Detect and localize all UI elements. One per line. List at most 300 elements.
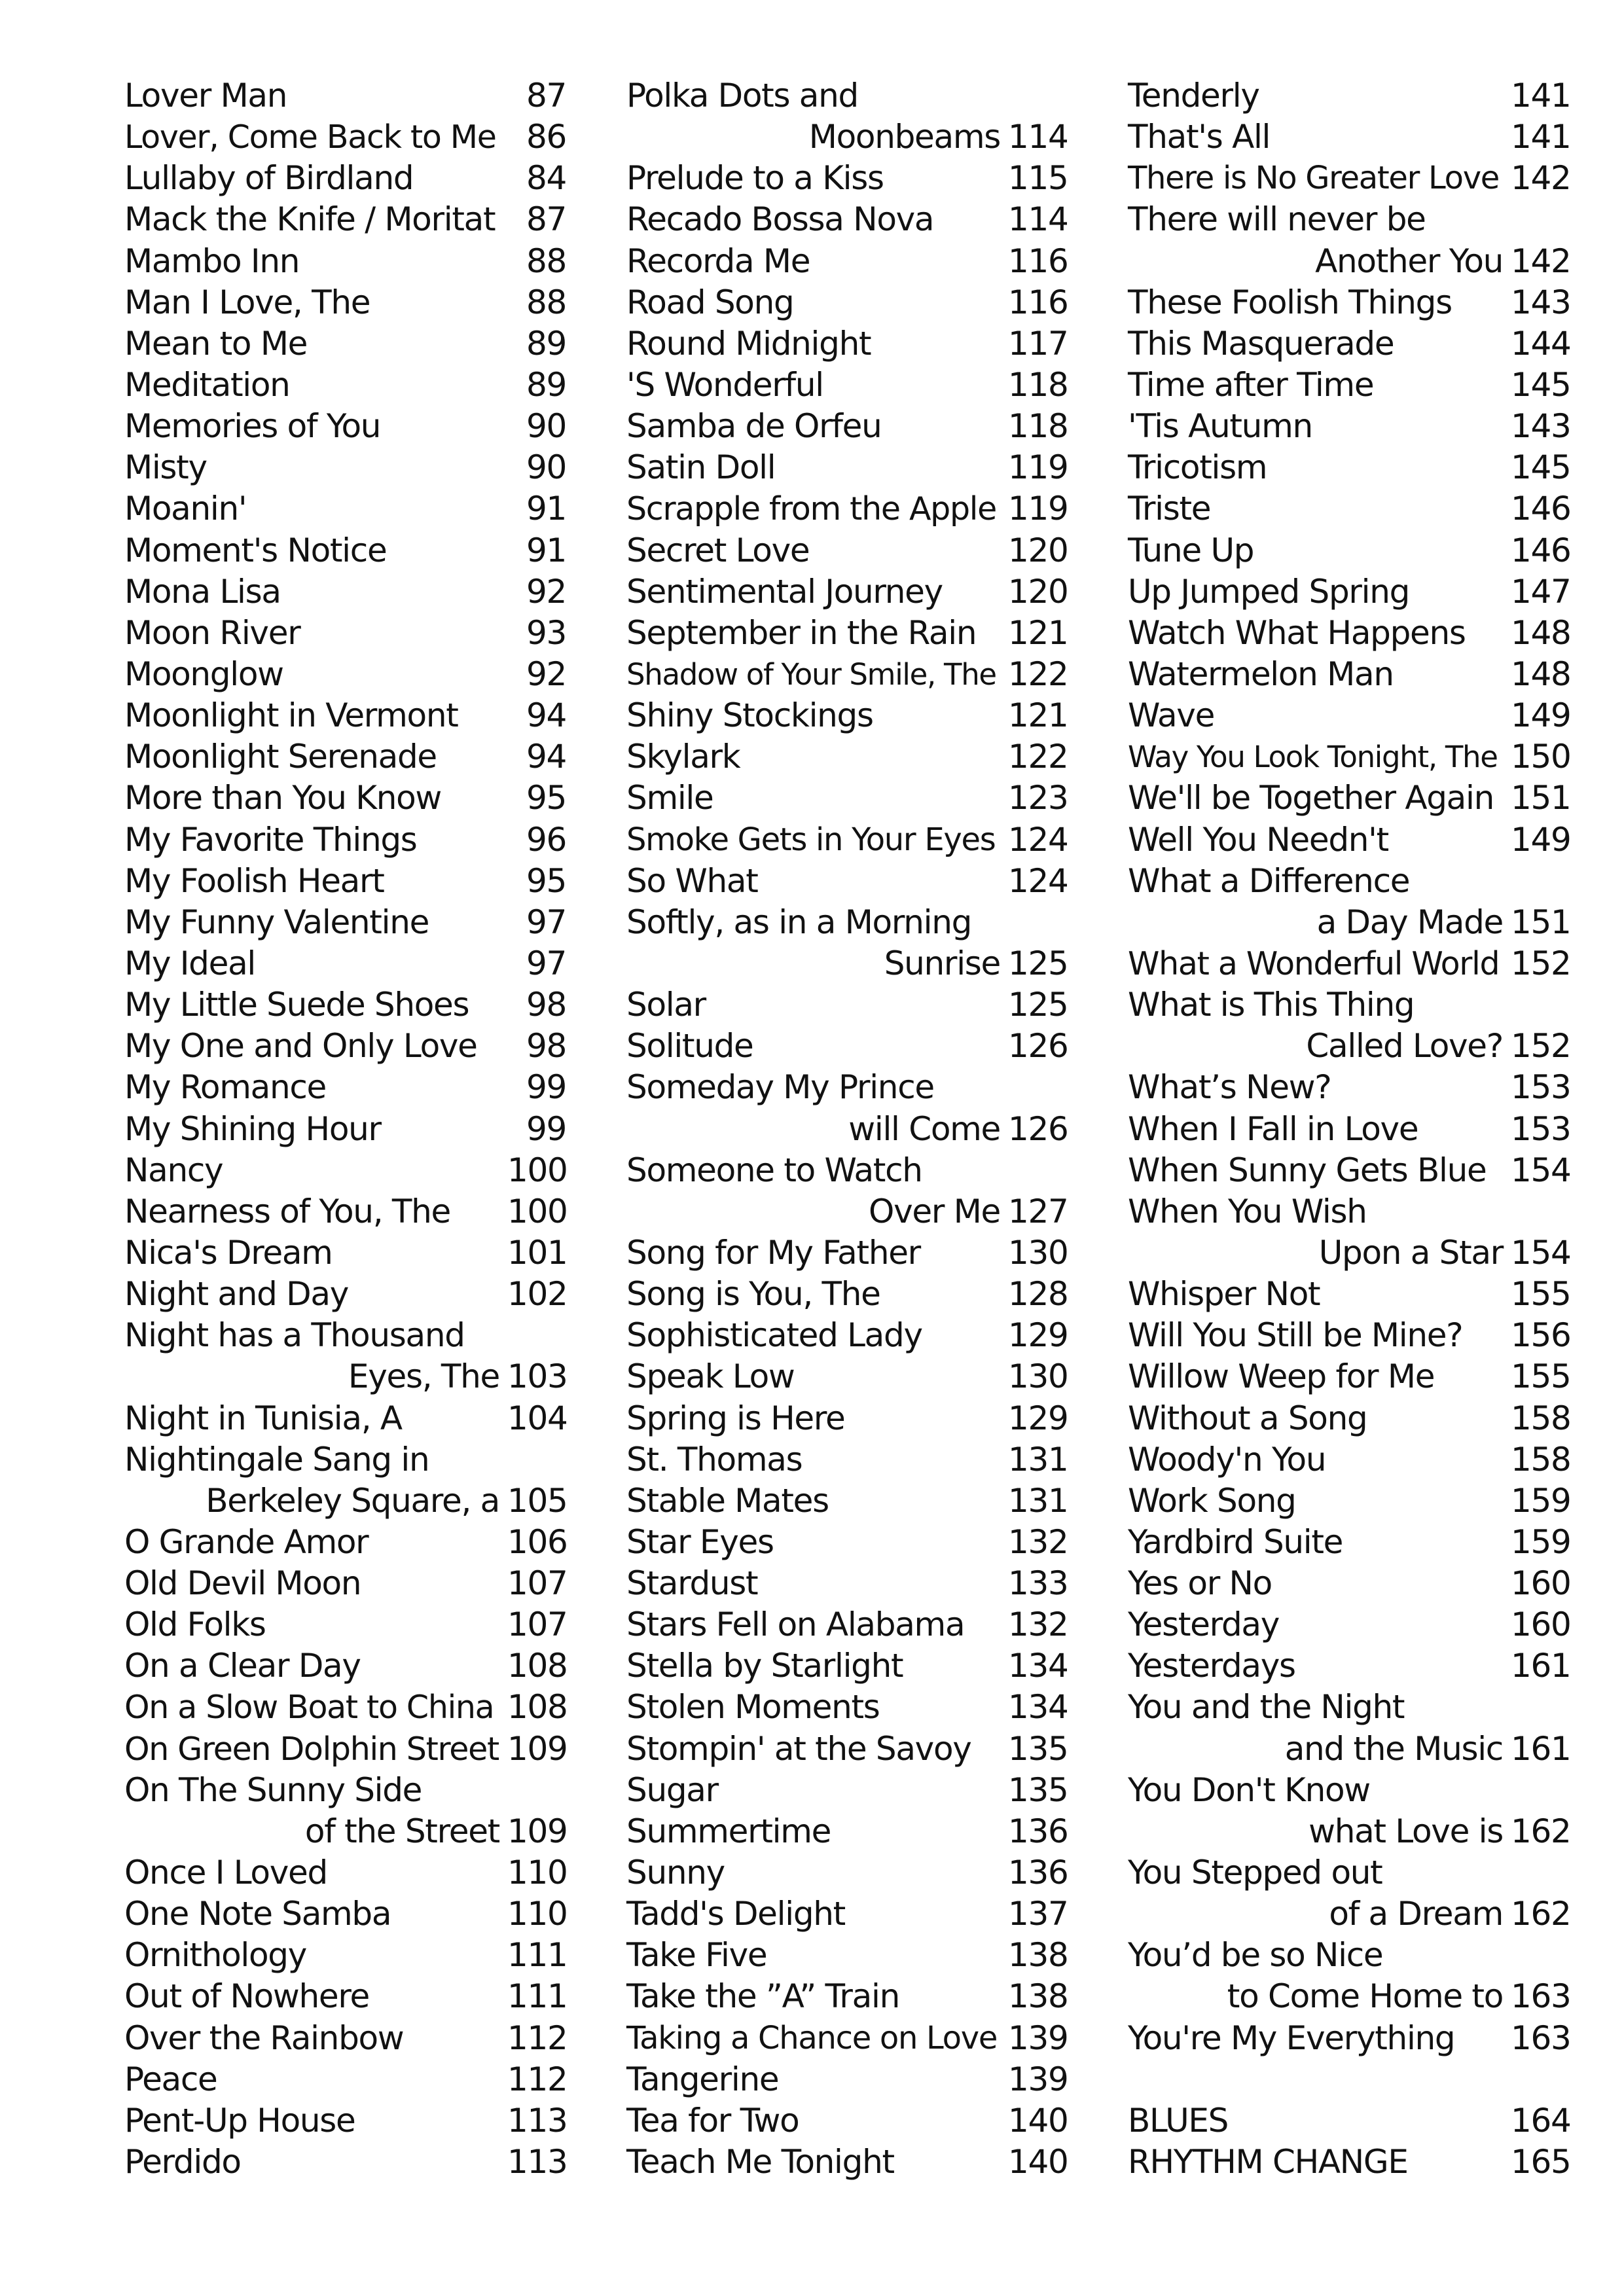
song-title: So What <box>626 861 758 900</box>
page-number: 110 <box>507 1854 568 1892</box>
song-title: Pent-Up House <box>124 2101 355 2140</box>
page-number: 127 <box>1008 1192 1068 1230</box>
page-number: 122 <box>1008 655 1068 693</box>
song-title: On a Slow Boat to China <box>124 1689 494 1727</box>
page-number: 118 <box>1008 365 1068 404</box>
index-entry <box>1128 819 1570 861</box>
page-number: 148 <box>1511 655 1571 693</box>
song-title: More than You Know <box>124 779 441 817</box>
song-title: Moonglow <box>124 655 283 693</box>
index-entry-continuation <box>1128 241 1570 282</box>
index-entry <box>124 2100 566 2142</box>
page-number: 111 <box>507 1936 568 1975</box>
index-entry <box>626 406 1067 447</box>
index-entry <box>1128 282 1570 323</box>
index-entry <box>1128 613 1570 654</box>
song-title: Over Me <box>869 1192 1000 1230</box>
song-title: Willow Weep for Me <box>1128 1357 1435 1396</box>
page-number: 116 <box>1008 283 1068 321</box>
page-number: 148 <box>1511 613 1571 652</box>
page-number: 84 <box>526 159 566 198</box>
index-entry <box>626 902 1067 943</box>
page-number: 89 <box>526 365 566 404</box>
index-entry <box>626 819 1067 861</box>
song-title: On a Clear Day <box>124 1647 361 1685</box>
song-title: Moon River <box>124 613 300 652</box>
song-title: Moonlight Serenade <box>124 738 437 776</box>
song-title: Eyes, The <box>348 1357 499 1396</box>
index-entry <box>124 1563 566 1604</box>
song-title: Song for My Father <box>626 1233 920 1272</box>
page-number: 92 <box>526 572 566 611</box>
index-entry <box>626 1522 1067 1563</box>
index-entry <box>1128 488 1570 529</box>
index-entry <box>1128 365 1570 406</box>
index-entry-continuation <box>124 1811 566 1852</box>
song-title: Yesterdays <box>1128 1647 1295 1685</box>
index-entry <box>1128 654 1570 695</box>
page-number: 100 <box>507 1151 568 1189</box>
index-entry <box>626 1893 1067 1935</box>
song-title: Stardust <box>626 1564 758 1603</box>
index-entry <box>124 1398 566 1439</box>
index-entry <box>124 1687 566 1728</box>
index-entry <box>1128 1480 1570 1522</box>
index-entry <box>124 1315 566 1356</box>
index-entry <box>626 1729 1067 1770</box>
index-entry <box>626 1067 1067 1108</box>
page-number: 151 <box>1511 779 1571 817</box>
index-entry <box>124 158 566 199</box>
index-entry <box>626 530 1067 571</box>
index-entry <box>124 984 566 1026</box>
song-title: a Day Made <box>1316 903 1503 941</box>
song-title: Star Eyes <box>626 1522 774 1561</box>
index-entry <box>626 1398 1067 1439</box>
song-title: Satin Doll <box>626 448 776 487</box>
song-title: Upon a Star <box>1318 1233 1503 1272</box>
page-number: 160 <box>1511 1564 1571 1603</box>
page-number: 125 <box>1008 944 1068 982</box>
song-title: Yardbird Suite <box>1128 1522 1343 1561</box>
song-title: Tune Up <box>1128 531 1254 569</box>
page-number: 144 <box>1511 324 1571 363</box>
index-entry <box>1128 1150 1570 1191</box>
index-entry-continuation <box>626 943 1067 984</box>
song-title: Someday My Prince <box>626 1068 934 1107</box>
song-title: Woody'n You <box>1128 1440 1326 1479</box>
song-title: Solitude <box>626 1027 753 1066</box>
page-number: 119 <box>1008 490 1068 528</box>
song-title: Tenderly <box>1128 77 1259 115</box>
song-title: Scrapple from the Apple <box>626 490 996 528</box>
index-column-3 <box>1128 75 1570 2183</box>
page-number: 132 <box>1008 1522 1068 1561</box>
index-entry <box>626 75 1067 117</box>
page-number: 139 <box>1008 2018 1068 2057</box>
page-number: 116 <box>1008 242 1068 280</box>
page-number: 152 <box>1511 944 1571 982</box>
song-title: Yes or No <box>1128 1564 1272 1603</box>
page-number: 91 <box>526 531 566 569</box>
index-entry-continuation <box>1128 1026 1570 1067</box>
index-entry <box>626 1645 1067 1687</box>
song-title: Night has a Thousand <box>124 1316 465 1355</box>
song-title: Stella by Starlight <box>626 1647 903 1685</box>
song-title: My Ideal <box>124 944 256 982</box>
song-title: Mack the Knife / Moritat <box>124 200 496 239</box>
page-number: 87 <box>526 200 566 239</box>
page-number: 141 <box>1511 118 1571 156</box>
index-entry <box>124 1893 566 1935</box>
song-title: O Grande Amor <box>124 1522 369 1561</box>
index-entry <box>626 1604 1067 1645</box>
index-entry <box>1128 695 1570 736</box>
page-number: 95 <box>526 779 566 817</box>
page-number: 145 <box>1511 365 1571 404</box>
song-title: 'S Wonderful <box>626 365 823 404</box>
index-entry <box>1128 447 1570 488</box>
index-entry <box>124 2018 566 2059</box>
index-entry <box>626 1811 1067 1852</box>
song-title: Smile <box>626 779 713 817</box>
index-entry <box>1128 406 1570 447</box>
page-number: 120 <box>1008 531 1068 569</box>
index-entry <box>626 1232 1067 1274</box>
page-number: 143 <box>1511 407 1571 446</box>
song-title: Polka Dots and <box>626 77 858 115</box>
index-column-2 <box>626 75 1067 2183</box>
song-title: There will never be <box>1128 200 1426 239</box>
index-entry <box>124 1770 566 1811</box>
index-entry <box>124 199 566 240</box>
index-entry <box>626 571 1067 613</box>
index-entry <box>124 1935 566 1976</box>
index-entry <box>1128 1645 1570 1687</box>
song-title: Recorda Me <box>626 242 810 280</box>
page-number: 110 <box>507 1895 568 1933</box>
index-entry <box>626 1935 1067 1976</box>
index-entry <box>1128 1398 1570 1439</box>
page-number: 162 <box>1511 1812 1571 1850</box>
index-entry <box>124 1274 566 1315</box>
page-number: 114 <box>1008 118 1068 156</box>
index-entry <box>626 736 1067 778</box>
song-title: Whisper Not <box>1128 1275 1320 1314</box>
page-number: 150 <box>1511 738 1571 776</box>
song-title: BLUES <box>1128 2101 1229 2140</box>
song-title: Without a Song <box>1128 1399 1367 1437</box>
song-title: Mean to Me <box>124 324 308 363</box>
index-entry <box>1128 530 1570 571</box>
index-entry <box>626 2018 1067 2059</box>
page-number: 142 <box>1511 159 1571 198</box>
song-title: Wave <box>1128 696 1215 735</box>
page-number: 95 <box>526 861 566 900</box>
page-number: 107 <box>507 1564 568 1603</box>
index-entry <box>124 365 566 406</box>
index-entry <box>626 1976 1067 2017</box>
song-title: My One and Only Love <box>124 1027 477 1066</box>
song-title: what Love is <box>1308 1812 1503 1850</box>
index-entry <box>1128 1935 1570 1976</box>
index-entry <box>124 406 566 447</box>
index-entry <box>626 488 1067 529</box>
page-number: 117 <box>1008 324 1068 363</box>
song-title: Perdido <box>124 2143 241 2181</box>
index-entry-continuation <box>1128 1729 1570 1770</box>
page-number: 100 <box>507 1192 568 1230</box>
page-number: 134 <box>1008 1688 1068 1727</box>
page-number: 140 <box>1008 2143 1068 2181</box>
page-number: 98 <box>526 1027 566 1066</box>
page-number: 138 <box>1008 1936 1068 1975</box>
index-entry <box>1128 736 1570 778</box>
index-entry <box>124 1150 566 1191</box>
song-title: Smoke Gets in Your Eyes <box>626 821 996 858</box>
page-number: 162 <box>1511 1895 1571 1933</box>
page-number: 125 <box>1008 986 1068 1024</box>
song-title: Lover Man <box>124 77 287 115</box>
song-title: Recado Bossa Nova <box>626 200 934 239</box>
song-title: My Little Suede Shoes <box>124 986 469 1024</box>
song-title: What a Difference <box>1128 861 1410 900</box>
page-number: 155 <box>1511 1275 1571 1314</box>
song-title: When Sunny Gets Blue <box>1128 1151 1487 1189</box>
song-title: My Romance <box>124 1068 326 1107</box>
page-number: 163 <box>1511 1977 1571 2016</box>
song-title: You're My Everything <box>1128 2018 1455 2057</box>
song-title: Old Devil Moon <box>124 1564 361 1603</box>
index-entry-continuation <box>1128 1976 1570 2017</box>
index-entry <box>1128 1315 1570 1356</box>
index-entry <box>1128 861 1570 902</box>
index-entry <box>124 241 566 282</box>
page-number: 132 <box>1008 1605 1068 1644</box>
page-number: 130 <box>1008 1357 1068 1396</box>
song-title: Nancy <box>124 1151 223 1189</box>
song-title: Round Midnight <box>626 324 871 363</box>
song-title: Moanin' <box>124 490 247 528</box>
page-number: 97 <box>526 903 566 941</box>
page-number: 92 <box>526 655 566 693</box>
index-entry <box>124 613 566 654</box>
song-title: Solar <box>626 986 706 1024</box>
song-title: Skylark <box>626 738 740 776</box>
page-number: 93 <box>526 613 566 652</box>
song-title: Moonlight in Vermont <box>124 696 458 735</box>
index-entry-continuation <box>1128 1811 1570 1852</box>
page-number: 135 <box>1008 1770 1068 1809</box>
index-entry-continuation <box>124 1356 566 1397</box>
page-number: 156 <box>1511 1316 1571 1355</box>
page-number: 138 <box>1008 1977 1068 2016</box>
page-number: 147 <box>1511 572 1571 611</box>
song-title: What a Wonderful World <box>1128 944 1500 982</box>
song-title: Tea for Two <box>626 2101 799 2140</box>
index-entry-continuation <box>124 1480 566 1522</box>
song-title: of a Dream <box>1329 1895 1503 1933</box>
song-title: Moonbeams <box>808 118 1000 156</box>
index-entry <box>124 530 566 571</box>
index-entry <box>626 1687 1067 1728</box>
index-entry <box>1128 984 1570 1026</box>
song-title: Called Love? <box>1306 1027 1503 1066</box>
song-title: Sugar <box>626 1770 718 1809</box>
page-number: 86 <box>526 118 566 156</box>
page-number: 111 <box>507 1977 568 2016</box>
index-entry <box>1128 1563 1570 1604</box>
page-number: 94 <box>526 738 566 776</box>
index-entry <box>626 447 1067 488</box>
page-number: 136 <box>1008 1812 1068 1850</box>
page-number: 108 <box>507 1688 568 1727</box>
index-entry <box>124 2142 566 2183</box>
index-entry <box>626 861 1067 902</box>
song-title: Samba de Orfeu <box>626 407 882 446</box>
index-entry <box>124 447 566 488</box>
index-entry <box>1128 1356 1570 1397</box>
page-number: 102 <box>507 1275 568 1314</box>
page-number: 88 <box>526 242 566 280</box>
song-title: Peace <box>124 2060 217 2098</box>
song-title: Will You Still be Mine? <box>1128 1316 1463 1355</box>
song-title: Berkeley Square, a <box>206 1481 499 1520</box>
index-entry <box>626 365 1067 406</box>
index-entry <box>626 778 1067 819</box>
page-number: 158 <box>1511 1399 1571 1437</box>
index-entry <box>124 1232 566 1274</box>
index-entry <box>124 1976 566 2017</box>
song-title: On Green Dolphin Street <box>124 1730 499 1768</box>
song-title: Mambo Inn <box>124 242 300 280</box>
song-title: You Stepped out <box>1128 1854 1382 1892</box>
song-title: Summertime <box>626 1812 831 1850</box>
song-title: Sophisticated Lady <box>626 1316 922 1355</box>
page-number: 104 <box>507 1399 568 1437</box>
index-entry <box>626 199 1067 240</box>
index-entry <box>124 75 566 117</box>
song-title: There is No Greater Love <box>1128 160 1500 197</box>
index-entry <box>626 241 1067 282</box>
index-entry <box>124 117 566 158</box>
index-entry <box>626 2059 1067 2100</box>
index-entry <box>1128 1770 1570 1811</box>
song-title: Sunrise <box>884 944 1000 982</box>
index-entry <box>124 778 566 819</box>
index-entry <box>1128 1852 1570 1893</box>
song-title: When You Wish <box>1128 1192 1367 1230</box>
index-entry <box>1128 1274 1570 1315</box>
page-number: 136 <box>1008 1854 1068 1892</box>
song-title: Tangerine <box>626 2060 779 2098</box>
index-entry <box>124 1026 566 1067</box>
page-number: 109 <box>507 1729 568 1768</box>
song-title: Lover, Come Back to Me <box>124 118 496 156</box>
page-number: 123 <box>1008 779 1068 817</box>
song-title: RHYTHM CHANGE <box>1128 2143 1408 2181</box>
page-number: 97 <box>526 944 566 982</box>
index-entry <box>1128 1109 1570 1150</box>
page-number: 146 <box>1511 531 1571 569</box>
index-entry <box>626 158 1067 199</box>
page-number: 99 <box>526 1109 566 1148</box>
index-column-1 <box>124 75 566 2183</box>
song-title: On The Sunny Side <box>124 1770 422 1809</box>
page-number: 118 <box>1008 407 1068 446</box>
index-entry <box>626 1026 1067 1067</box>
page-number: 126 <box>1008 1027 1068 1066</box>
page-number: 141 <box>1511 77 1571 115</box>
page-number: 91 <box>526 490 566 528</box>
song-title: Stompin' at the Savoy <box>626 1729 971 1768</box>
song-title: Time after Time <box>1128 365 1374 404</box>
index-entry-continuation <box>1128 902 1570 943</box>
song-title: You and the Night <box>1128 1688 1405 1727</box>
index-entry <box>124 736 566 778</box>
song-title: Take the ”A” Train <box>626 1977 899 2016</box>
song-title: Over the Rainbow <box>124 2018 404 2057</box>
index-entry <box>626 1770 1067 1811</box>
page-number: 128 <box>1008 1275 1068 1314</box>
song-title: Spring is Here <box>626 1399 845 1437</box>
song-title: You’d be so Nice <box>1128 1936 1383 1975</box>
page-number: 103 <box>507 1357 568 1396</box>
page-number: 96 <box>526 820 566 859</box>
page-number: 163 <box>1511 2018 1571 2057</box>
index-entry <box>626 1852 1067 1893</box>
index-entry <box>1128 1191 1570 1232</box>
song-title: Prelude to a Kiss <box>626 159 884 198</box>
song-title: Night in Tunisia, A <box>124 1399 402 1437</box>
song-title: One Note Samba <box>124 1895 391 1933</box>
index-entry <box>626 613 1067 654</box>
song-title: Night and Day <box>124 1275 349 1314</box>
song-title: Secret Love <box>626 531 810 569</box>
page-number: 119 <box>1008 448 1068 487</box>
song-title: to Come Home to <box>1227 1977 1503 2016</box>
song-title: Another You <box>1315 242 1503 280</box>
song-title: When I Fall in Love <box>1128 1109 1418 1148</box>
index-entry <box>1128 75 1570 117</box>
page-number: 113 <box>507 2143 568 2181</box>
song-title: Moment's Notice <box>124 531 387 569</box>
song-title: St. Thomas <box>626 1440 803 1479</box>
page-number: 143 <box>1511 283 1571 321</box>
index-entry <box>626 1274 1067 1315</box>
index-entry <box>1128 1604 1570 1645</box>
song-title: Someone to Watch <box>626 1151 922 1189</box>
index-entry-continuation <box>1128 1893 1570 1935</box>
page-number: 154 <box>1511 1233 1571 1272</box>
song-title: of the Street <box>304 1812 499 1850</box>
index-entry <box>1128 2100 1570 2142</box>
song-title: Taking a Chance on Love <box>626 2019 998 2056</box>
page-number: 140 <box>1008 2101 1068 2140</box>
page-number: 137 <box>1008 1895 1068 1933</box>
index-entry <box>1128 571 1570 613</box>
page-number: 165 <box>1511 2143 1571 2181</box>
song-title: These Foolish Things <box>1128 283 1452 321</box>
index-entry <box>124 488 566 529</box>
song-title: Speak Low <box>626 1357 795 1396</box>
index-entry <box>1128 1067 1570 1108</box>
index-entry <box>124 819 566 861</box>
song-title: Stolen Moments <box>626 1688 880 1727</box>
page-number: 131 <box>1008 1481 1068 1520</box>
index-entry <box>1128 2142 1570 2183</box>
song-title: Nightingale Sang in <box>124 1440 429 1479</box>
